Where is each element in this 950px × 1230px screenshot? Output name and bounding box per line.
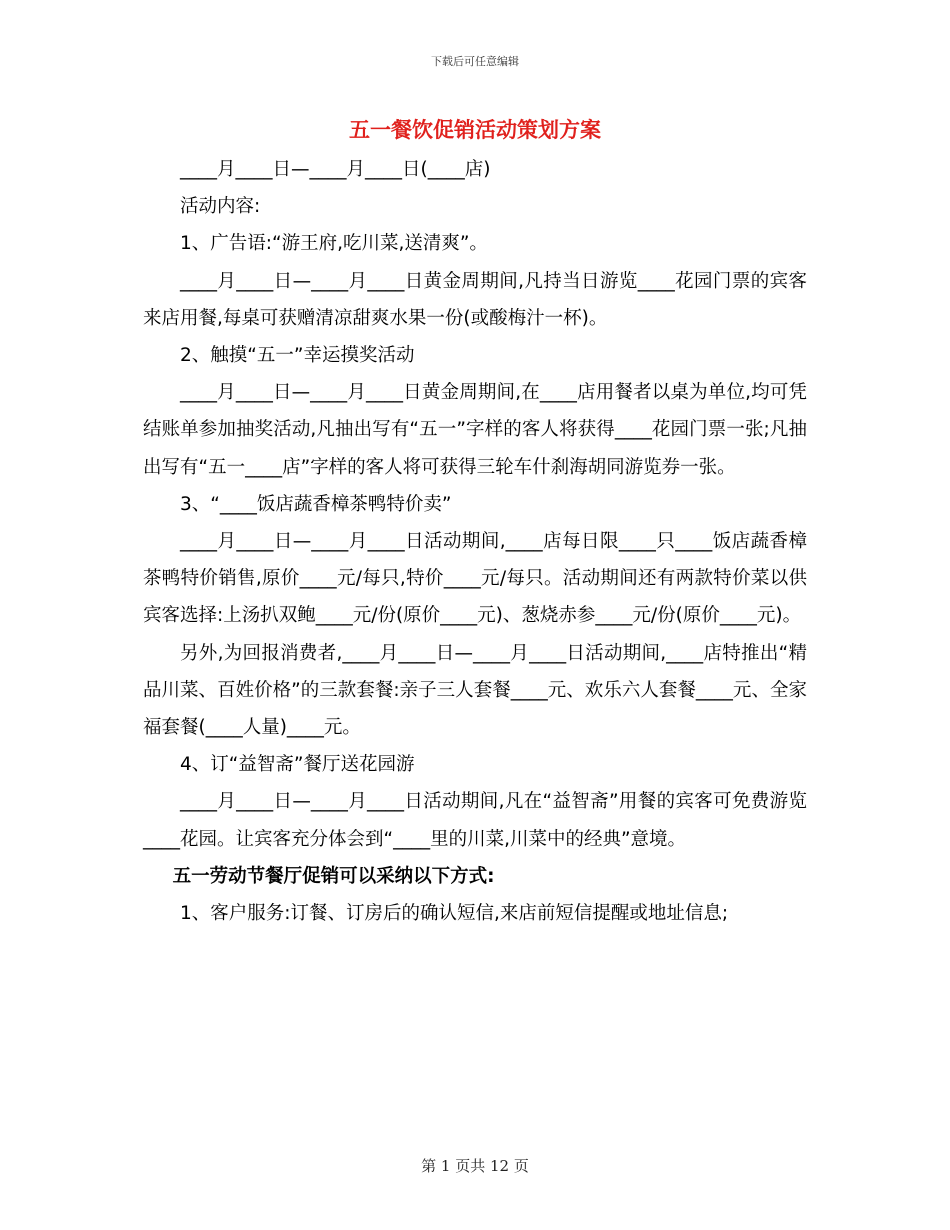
activity-content-label: 活动内容:: [180, 196, 261, 218]
header-note: 下载后可任意编辑: [431, 55, 519, 68]
section-heading: 五一劳动节餐厅促销可以采纳以下方式:: [172, 865, 495, 887]
item-3-extra: 另外,为回报消费者,____月____日—____月____日活动期间,____店特推出“精品川菜、百姓价格”的三款套餐:亲子三人套餐____元、欢乐六人套餐____元、全家福套餐(____人量)____元。: [143, 642, 807, 739]
item-2-heading: 2、触摸“五一”幸运摸奖活动: [180, 345, 415, 367]
item-4-heading: 4、订“益智斋”餐厅送花园游: [180, 754, 415, 776]
date-range-line: ____月____日—____月____日(____店): [180, 159, 491, 180]
document-title: 五一餐饮促销活动策划方案: [349, 118, 601, 142]
document-body: [143, 151, 807, 932]
item-2-body: ____月____日—____月____日黄金周期间,在____店用餐者以桌为单位,均可凭结账单参加抽奖活动,凡抽出写有“五一”字样的客人将获得____花园门票一张;凡抽出写有“五一____店”字样的客人将可获得三轮车什刹海胡同游览券一张。: [143, 382, 807, 478]
section-item-1: 1、客户服务:订餐、订房后的确认短信,来店前短信提醒或地址信息;: [180, 903, 729, 925]
item-1-heading: 1、广告语:“游王府,吃川菜,送清爽”。: [180, 233, 488, 255]
item-1-body: ____月____日—____月____日黄金周期间,凡持当日游览____花园门票的宾客来店用餐,每桌可获赠清凉甜爽水果一份(或酸梅汁一杯)。: [143, 270, 807, 329]
item-3-body: ____月____日—____月____日活动期间,____店每日限____只____饭店蔬香樟茶鸭特价销售,原价____元/每只,特价____元/每只。活动期间还有两款特价菜以供宾客选择:上汤扒双鲍____元/份(原价____元)、葱烧赤参____元/份(原价____元)。: [143, 531, 807, 627]
item-3-heading: 3、“____饭店蔬香樟茶鸭特价卖”: [180, 493, 452, 515]
item-4-body: ____月____日—____月____日活动期间,凡在“益智斋”用餐的宾客可免费游览____花园。让宾客充分体会到“____里的川菜,川菜中的经典”意境。: [143, 791, 807, 850]
page-number: 第 1 页共 12 页: [421, 1157, 529, 1175]
